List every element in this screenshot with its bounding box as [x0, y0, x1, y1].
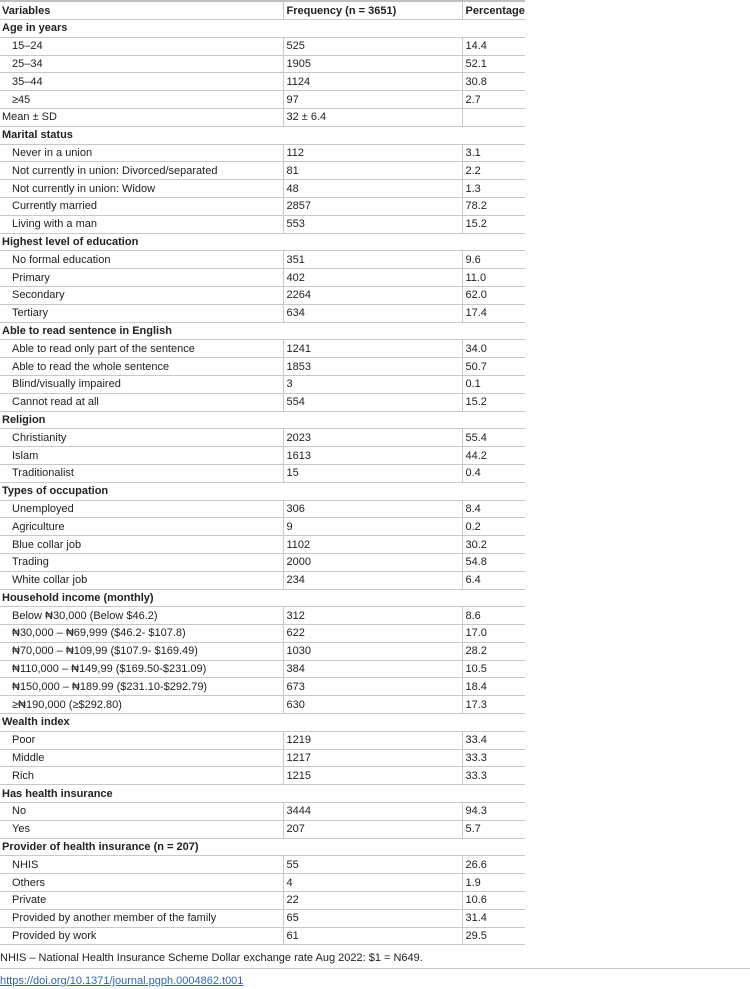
- table-row: [0, 874, 525, 892]
- table-row: [0, 803, 525, 821]
- frequency-cell: 2000: [283, 553, 462, 571]
- frequency-cell: 1241: [283, 340, 462, 358]
- percentage-cell: 10.6: [462, 892, 525, 910]
- section-title: Religion: [0, 411, 525, 429]
- frequency-cell: 1217: [283, 749, 462, 767]
- frequency-cell: 61: [283, 927, 462, 945]
- variable-cell: Able to read only part of the sentence: [0, 340, 283, 358]
- variable-cell: ≥45: [0, 91, 283, 109]
- section-header-row: [0, 714, 525, 732]
- percentage-cell: 18.4: [462, 678, 525, 696]
- percentage-cell: 17.3: [462, 696, 525, 714]
- percentage-cell: 52.1: [462, 55, 525, 73]
- percentage-cell: 2.2: [462, 162, 525, 180]
- frequency-cell: 554: [283, 393, 462, 411]
- percentage-cell: 10.5: [462, 660, 525, 678]
- table-row: [0, 856, 525, 874]
- frequency-cell: 306: [283, 500, 462, 518]
- frequency-cell: 48: [283, 180, 462, 198]
- table-row: [0, 464, 525, 482]
- percentage-cell: 17.0: [462, 625, 525, 643]
- frequency-cell: 2023: [283, 429, 462, 447]
- variable-cell: Not currently in union: Widow: [0, 180, 283, 198]
- table-row: [0, 73, 525, 91]
- variable-cell: No formal education: [0, 251, 283, 269]
- percentage-cell: 30.2: [462, 536, 525, 554]
- frequency-cell: 81: [283, 162, 462, 180]
- table-row: [0, 767, 525, 785]
- table-header-row: [0, 1, 525, 20]
- table-row: [0, 358, 525, 376]
- frequency-cell: 1124: [283, 73, 462, 91]
- section-title: Marital status: [0, 126, 525, 144]
- frequency-cell: 15: [283, 464, 462, 482]
- frequency-cell: 1219: [283, 731, 462, 749]
- percentage-cell: 50.7: [462, 358, 525, 376]
- header-frequency: Frequency (n = 3651): [283, 1, 462, 20]
- table-row: [0, 553, 525, 571]
- percentage-cell: 5.7: [462, 820, 525, 838]
- percentage-cell: 0.4: [462, 464, 525, 482]
- variable-cell: Yes: [0, 820, 283, 838]
- table-row: [0, 447, 525, 465]
- table-row: [0, 500, 525, 518]
- table-row: [0, 180, 525, 198]
- variable-cell: 15–24: [0, 37, 283, 55]
- table-row: [0, 518, 525, 536]
- table-row: [0, 625, 525, 643]
- section-title: Has health insurance: [0, 785, 525, 803]
- table-row: [0, 162, 525, 180]
- table-row: [0, 144, 525, 162]
- variable-cell: Cannot read at all: [0, 393, 283, 411]
- table-row: [0, 215, 525, 233]
- table-row: [0, 927, 525, 945]
- frequency-cell: 65: [283, 909, 462, 927]
- frequency-cell: 112: [283, 144, 462, 162]
- percentage-cell: 44.2: [462, 447, 525, 465]
- frequency-cell: 351: [283, 251, 462, 269]
- table-row: [0, 251, 525, 269]
- section-title: Types of occupation: [0, 482, 525, 500]
- frequency-cell: 402: [283, 269, 462, 287]
- percentage-cell: 33.4: [462, 731, 525, 749]
- variable-cell: Christianity: [0, 429, 283, 447]
- section-header-row: [0, 838, 525, 856]
- table-row: [0, 37, 525, 55]
- variable-cell: White collar job: [0, 571, 283, 589]
- frequency-cell: 3: [283, 375, 462, 393]
- frequency-cell: 3444: [283, 803, 462, 821]
- variable-cell: NHIS: [0, 856, 283, 874]
- frequency-cell: 673: [283, 678, 462, 696]
- percentage-cell: 1.9: [462, 874, 525, 892]
- table-row: [0, 197, 525, 215]
- variable-cell: No: [0, 803, 283, 821]
- percentage-cell: 8.4: [462, 500, 525, 518]
- table-row: [0, 108, 525, 126]
- variable-cell: Provided by another member of the family: [0, 909, 283, 927]
- frequency-cell: 1905: [283, 55, 462, 73]
- percentage-cell: 54.8: [462, 553, 525, 571]
- variable-cell: Never in a union: [0, 144, 283, 162]
- section-header-row: [0, 322, 525, 340]
- table-row: [0, 607, 525, 625]
- frequency-cell: 97: [283, 91, 462, 109]
- percentage-cell: 62.0: [462, 286, 525, 304]
- percentage-cell: 0.1: [462, 375, 525, 393]
- variable-cell: Able to read the whole sentence: [0, 358, 283, 376]
- table-row: [0, 536, 525, 554]
- variable-cell: ₦30,000 – ₦69,999 ($46.2- $107.8): [0, 625, 283, 643]
- percentage-cell: 11.0: [462, 269, 525, 287]
- percentage-cell: [462, 108, 525, 126]
- table-row: [0, 749, 525, 767]
- section-header-row: [0, 20, 525, 38]
- frequency-cell: 1613: [283, 447, 462, 465]
- variable-cell: Currently married: [0, 197, 283, 215]
- table-row: [0, 909, 525, 927]
- section-title: Highest level of education: [0, 233, 525, 251]
- table-row: [0, 696, 525, 714]
- percentage-cell: 34.0: [462, 340, 525, 358]
- frequency-cell: 312: [283, 607, 462, 625]
- variable-cell: Traditionalist: [0, 464, 283, 482]
- percentage-cell: 31.4: [462, 909, 525, 927]
- frequency-cell: 1853: [283, 358, 462, 376]
- variable-cell: Secondary: [0, 286, 283, 304]
- section-title: Age in years: [0, 20, 525, 38]
- table-row: [0, 269, 525, 287]
- variable-cell: Living with a man: [0, 215, 283, 233]
- percentage-cell: 1.3: [462, 180, 525, 198]
- percentage-cell: 15.2: [462, 393, 525, 411]
- variable-cell: Not currently in union: Divorced/separated: [0, 162, 283, 180]
- doi-link[interactable]: https://doi.org/10.1371/journal.pgph.0004862.t001: [0, 975, 244, 987]
- table-row: [0, 820, 525, 838]
- variable-cell: Rich: [0, 767, 283, 785]
- frequency-cell: 553: [283, 215, 462, 233]
- header-variables: Variables: [0, 1, 283, 20]
- frequency-cell: 1215: [283, 767, 462, 785]
- variable-cell: 35–44: [0, 73, 283, 91]
- section-title: Provider of health insurance (n = 207): [0, 838, 525, 856]
- header-percentage: Percentage: [462, 1, 525, 20]
- percentage-cell: 28.2: [462, 642, 525, 660]
- percentage-cell: 33.3: [462, 767, 525, 785]
- frequency-cell: 2264: [283, 286, 462, 304]
- frequency-cell: 55: [283, 856, 462, 874]
- variable-cell: 25–34: [0, 55, 283, 73]
- frequency-cell: 234: [283, 571, 462, 589]
- frequency-cell: 4: [283, 874, 462, 892]
- percentage-cell: 2.7: [462, 91, 525, 109]
- table-row: [0, 55, 525, 73]
- percentage-cell: 14.4: [462, 37, 525, 55]
- table-row: [0, 393, 525, 411]
- section-title: Wealth index: [0, 714, 525, 732]
- table-row: [0, 660, 525, 678]
- percentage-cell: 29.5: [462, 927, 525, 945]
- percentage-cell: 78.2: [462, 197, 525, 215]
- percentage-cell: 30.8: [462, 73, 525, 91]
- frequency-cell: 634: [283, 304, 462, 322]
- percentage-cell: 6.4: [462, 571, 525, 589]
- section-header-row: [0, 589, 525, 607]
- frequency-cell: 22: [283, 892, 462, 910]
- frequency-cell: 9: [283, 518, 462, 536]
- variable-cell: Mean ± SD: [0, 108, 283, 126]
- variable-cell: Middle: [0, 749, 283, 767]
- table-row: [0, 892, 525, 910]
- table-row: [0, 429, 525, 447]
- table-footnote: NHIS – National Health Insurance Scheme Dollar exchange rate Aug 2022: $1 = N649.: [0, 952, 423, 964]
- percentage-cell: 17.4: [462, 304, 525, 322]
- percentage-cell: 8.6: [462, 607, 525, 625]
- variable-cell: Unemployed: [0, 500, 283, 518]
- table-row: [0, 91, 525, 109]
- variable-cell: Private: [0, 892, 283, 910]
- frequency-cell: 1102: [283, 536, 462, 554]
- variable-cell: ₦70,000 – ₦109,99 ($107.9- $169.49): [0, 642, 283, 660]
- variable-cell: Poor: [0, 731, 283, 749]
- variable-cell: Islam: [0, 447, 283, 465]
- variable-cell: ₦110,000 – ₦149,99 ($169.50-$231.09): [0, 660, 283, 678]
- table-row: [0, 286, 525, 304]
- percentage-cell: 0.2: [462, 518, 525, 536]
- frequency-cell: 1030: [283, 642, 462, 660]
- variable-cell: Trading: [0, 553, 283, 571]
- percentage-cell: 15.2: [462, 215, 525, 233]
- variable-cell: Blind/visually impaired: [0, 375, 283, 393]
- variable-cell: ≥₦190,000 (≥$292.80): [0, 696, 283, 714]
- table-row: [0, 340, 525, 358]
- variable-cell: Provided by work: [0, 927, 283, 945]
- variable-cell: ₦150,000 – ₦189.99 ($231.10-$292.79): [0, 678, 283, 696]
- section-header-row: [0, 482, 525, 500]
- section-header-row: [0, 233, 525, 251]
- table-row: [0, 678, 525, 696]
- variable-cell: Primary: [0, 269, 283, 287]
- divider: [0, 968, 750, 969]
- table-row: [0, 642, 525, 660]
- table-body: [0, 20, 525, 945]
- percentage-cell: 94.3: [462, 803, 525, 821]
- table-row: [0, 375, 525, 393]
- frequency-cell: 32 ± 6.4: [283, 108, 462, 126]
- section-header-row: [0, 126, 525, 144]
- variable-cell: Agriculture: [0, 518, 283, 536]
- frequency-cell: 525: [283, 37, 462, 55]
- percentage-cell: 26.6: [462, 856, 525, 874]
- section-title: Able to read sentence in English: [0, 322, 525, 340]
- section-header-row: [0, 785, 525, 803]
- variable-cell: Tertiary: [0, 304, 283, 322]
- section-header-row: [0, 411, 525, 429]
- table-row: [0, 571, 525, 589]
- table-row: [0, 304, 525, 322]
- percentage-cell: 33.3: [462, 749, 525, 767]
- percentage-cell: 3.1: [462, 144, 525, 162]
- variable-cell: Blue collar job: [0, 536, 283, 554]
- section-title: Household income (monthly): [0, 589, 525, 607]
- frequency-cell: 622: [283, 625, 462, 643]
- frequency-cell: 207: [283, 820, 462, 838]
- frequency-cell: 630: [283, 696, 462, 714]
- percentage-cell: 55.4: [462, 429, 525, 447]
- frequency-cell: 384: [283, 660, 462, 678]
- variable-cell: Below ₦30,000 (Below $46.2): [0, 607, 283, 625]
- percentage-cell: 9.6: [462, 251, 525, 269]
- frequency-cell: 2857: [283, 197, 462, 215]
- variable-cell: Others: [0, 874, 283, 892]
- table-row: [0, 731, 525, 749]
